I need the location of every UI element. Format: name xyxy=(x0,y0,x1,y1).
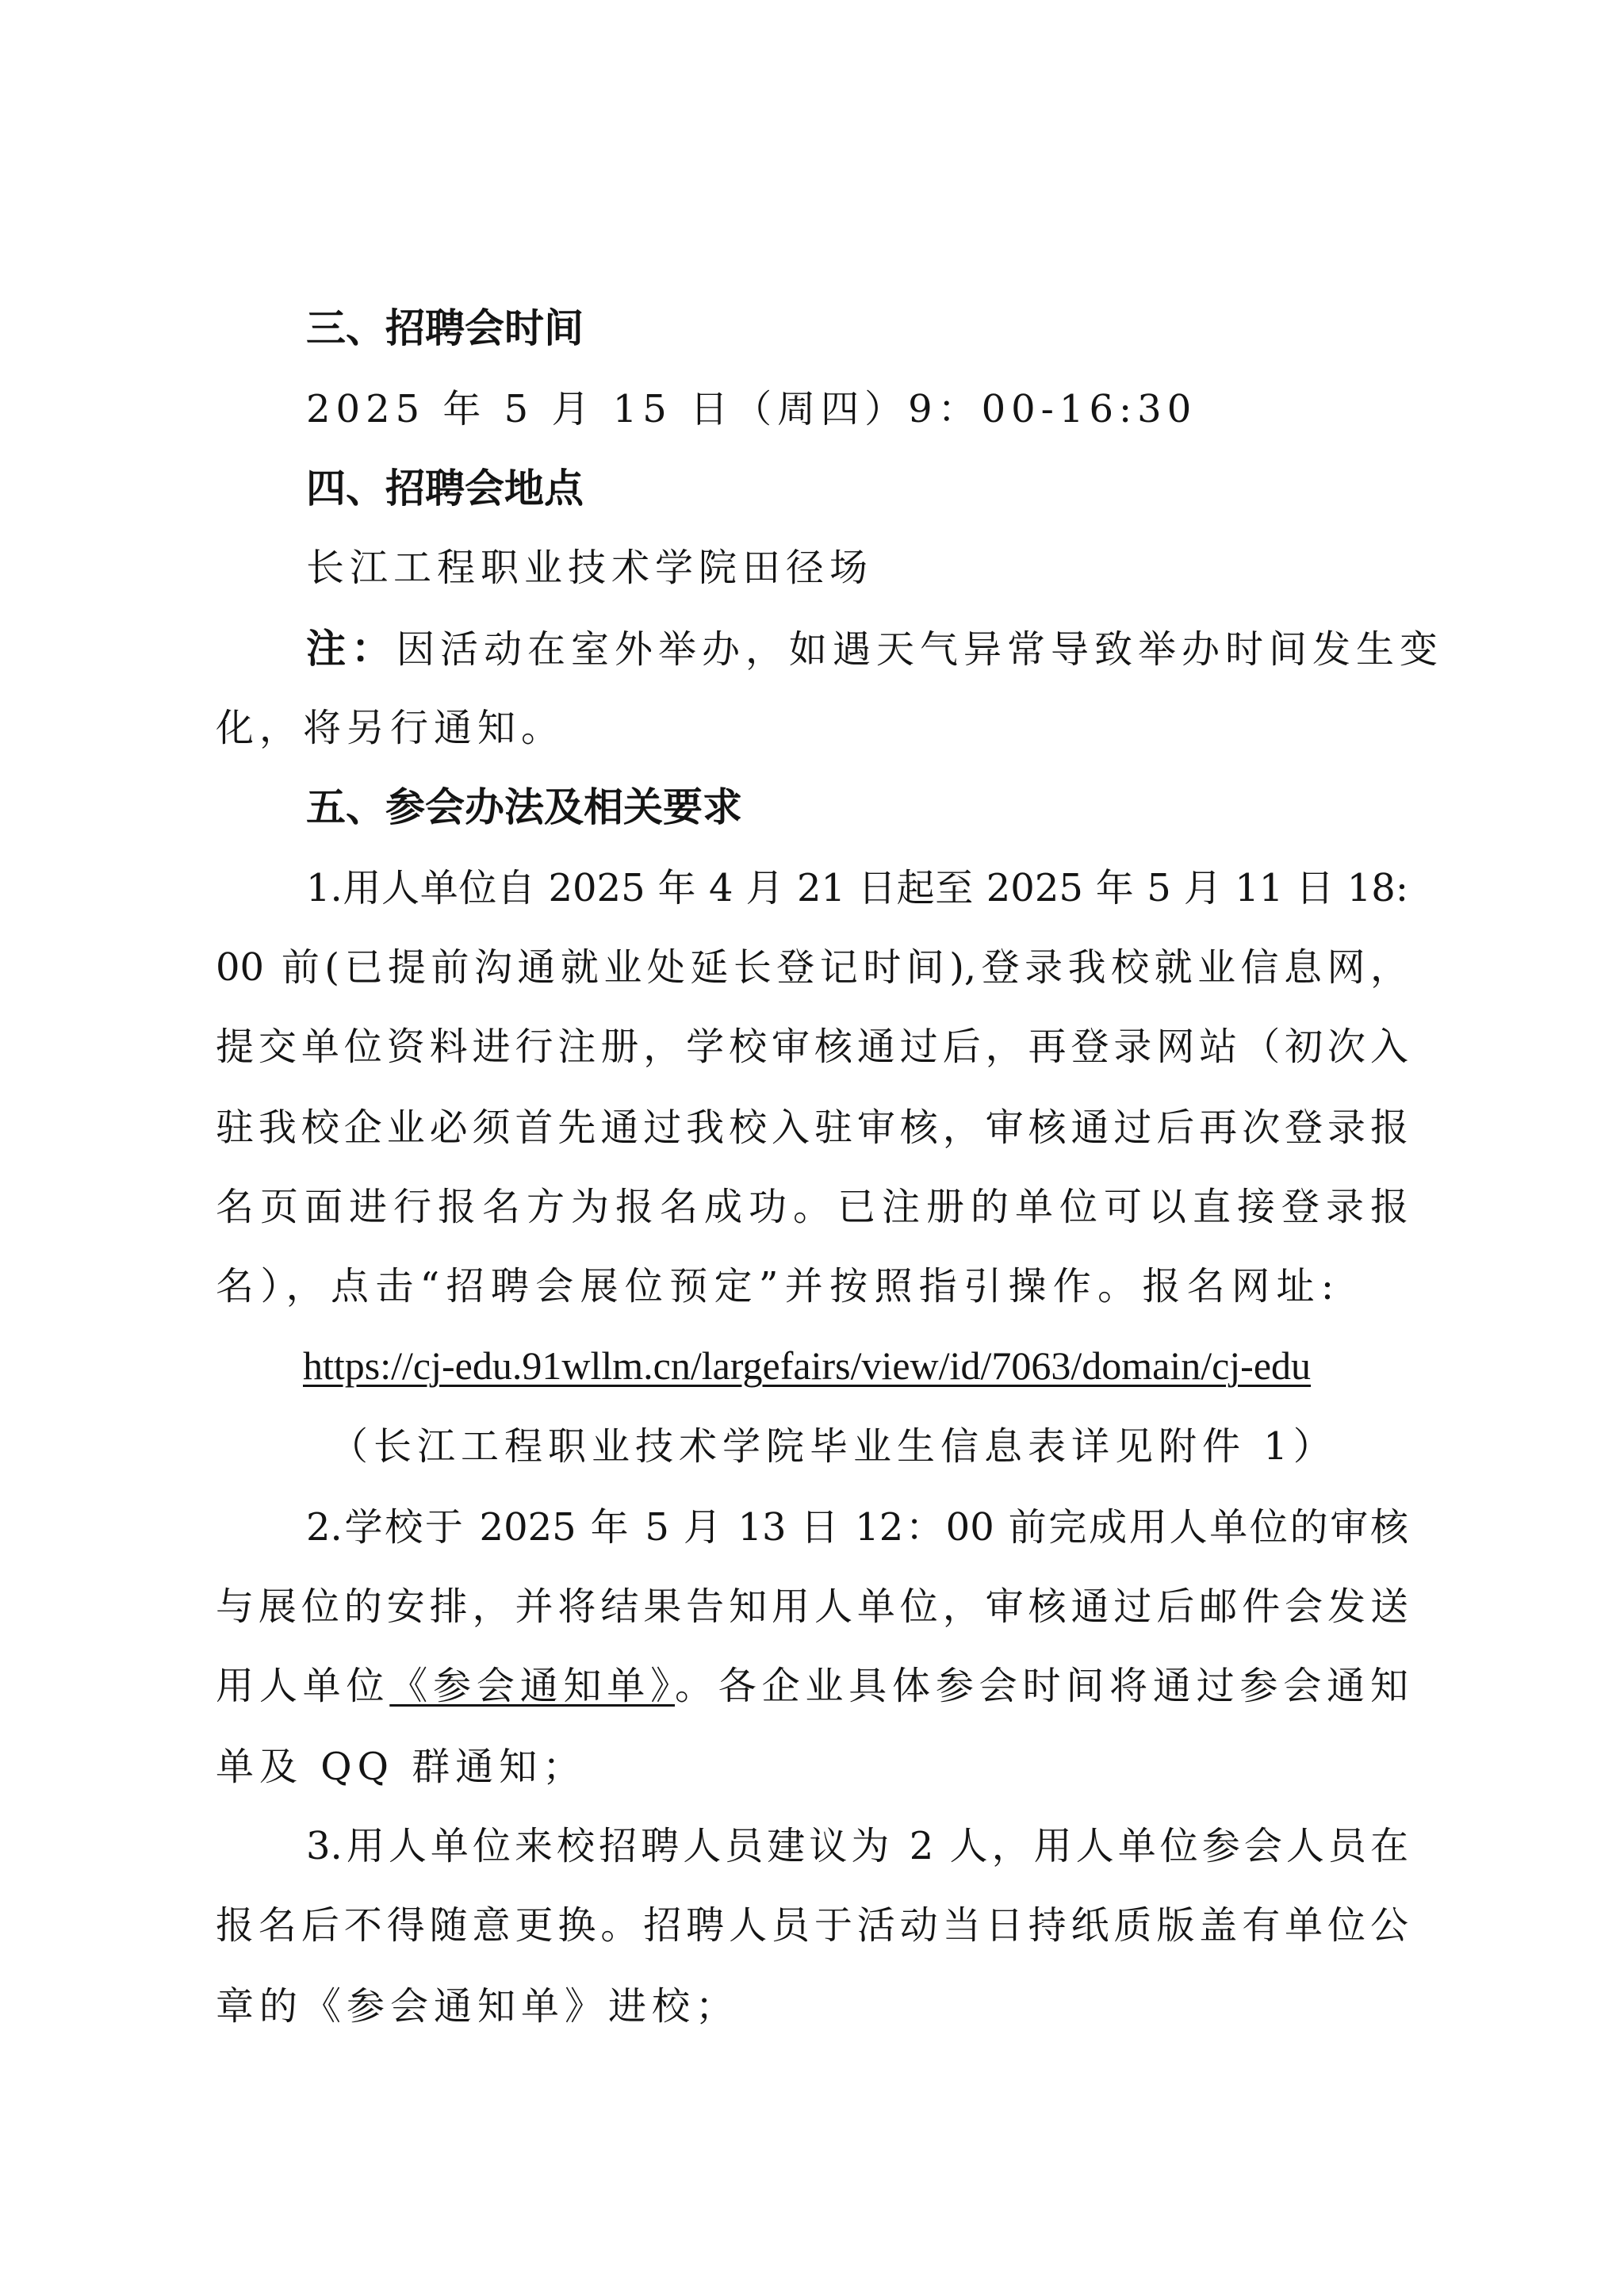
recruitment-location: 长江工程职业技术学院田径场 xyxy=(306,546,874,590)
section4-heading: 四、招聘会地点 xyxy=(306,466,584,511)
section3-heading: 三、招聘会时间 xyxy=(306,305,584,351)
item2-line-3 xyxy=(216,1662,1408,1710)
item1-line-4: 驻我校企业必须首先通过我校入驻审核，审核通过后再次登录报 xyxy=(216,1105,1408,1150)
item1-line-5: 名页面进行报名方为报名成功。已注册的单位可以直接登录报 xyxy=(216,1185,1408,1229)
item2-line-4: 单及 QQ 群通知； xyxy=(216,1745,587,1789)
item1-line-2: 00 前(已提前沟通就业处延长登记时间),登录我校就业信息网， xyxy=(216,945,1408,990)
item1-line-6: 名），点击“招聘会展位预定”并按照指引操作。报名网址: xyxy=(216,1264,1334,1308)
note-text: 因活动在室外举办，如遇天气异常导致举办时间发生变 xyxy=(396,627,1444,672)
attachment-note: （长江工程职业技术学院毕业生信息表详见附件 1） xyxy=(330,1424,1337,1469)
note-line-1 xyxy=(306,625,1624,673)
item3-line-3: 章的《参会通知单》进校； xyxy=(216,1984,740,2029)
item1-line-1: 1.用人单位自 2025 年 4 月 21 日起至 2025 年 5 月 11 日 18: xyxy=(306,866,1408,910)
item2-line-3-suffix: 。各企业具体参会时间将通过参会通知 xyxy=(674,1664,1408,1708)
item1-line-3: 提交单位资料进行注册，学校审核通过后，再登录网站（初次入 xyxy=(216,1025,1408,1069)
note-label: 注： xyxy=(306,626,396,672)
item3-line-2: 报名后不得随意更换。招聘人员于活动当日持纸质版盖有单位公 xyxy=(216,1903,1408,1948)
item2-line-3-prefix: 用人单位 xyxy=(216,1664,390,1708)
section5-heading: 五、参会办法及相关要求 xyxy=(306,784,742,830)
item2-line-2: 与展位的安排，并将结果告知用人单位，审核通过后邮件会发送 xyxy=(216,1584,1408,1629)
item3-line-1: 3.用人单位来校招聘人员建议为 2 人，用人单位参会人员在 xyxy=(306,1824,1408,1868)
registration-url-link[interactable]: https://cj-edu.91wllm.cn/largefairs/view/id/7063/domain/cj-edu xyxy=(303,1343,1312,1388)
item2-line-1: 2.学校于 2025 年 5 月 13 日 12：00 前完成用人单位的审核 xyxy=(306,1505,1408,1550)
notice-form-link[interactable]: 《参会通知单》 xyxy=(389,1664,675,1708)
note-line-2: 化，将另行通知。 xyxy=(216,706,565,750)
recruitment-time: 2025 年 5 月 15 日（周四）9：00-16:30 xyxy=(306,387,1197,431)
